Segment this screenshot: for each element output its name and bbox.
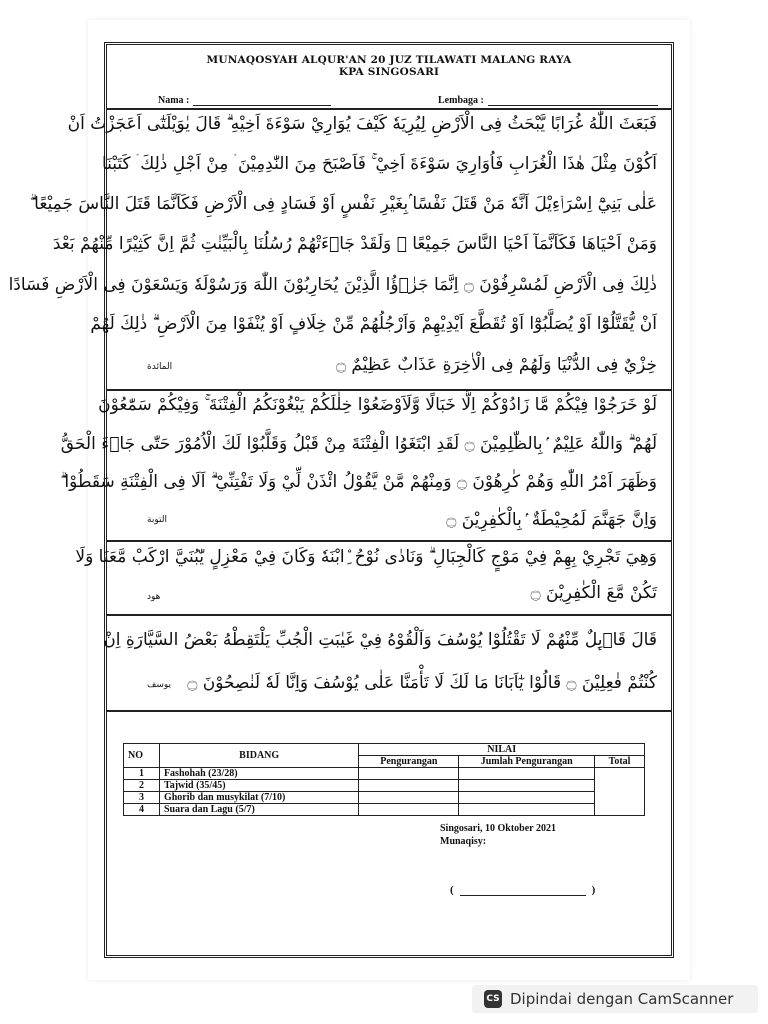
- nama-blank: [193, 105, 331, 106]
- row-bidang: Fashohah (23/28): [159, 768, 358, 780]
- sig-open-paren: (: [450, 884, 454, 896]
- verse-line: وَمَنْ اَحْيَاهَا فَكَاَنَّمَآ اَحْيَا النَّاسَ جَمِيْعًا ۗ وَلَقَدْ جَاۤءَتْهُمْ رُسُلُنَا بِالْبَيِّنٰتِ ثُمَّ اِنَّ كَثِيْرًا مِّنْهُمْ بَعْدَ: [52, 234, 657, 254]
- verse-line: وَظَهَرَ اَمْرُ اللّٰهِ وَهُمْ كٰرِهُوْنَ ۝ وَمِنْهُمْ مَّنْ يَّقُوْلُ ائْذَنْ لِّيْ وَلَا تَفْتِنِّيْ ۗ اَلَا فِى الْفِتْنَةِ سَقَطُوْا ۗ: [60, 472, 657, 492]
- surah-label: هود: [147, 592, 161, 602]
- verse-line: وَاِنَّ جَهَنَّمَ لَمُحِيْطَةٌ ۢبِالْكٰفِرِيْنَ ۝: [446, 510, 657, 530]
- verse-line: ذٰلِكَ فِى الْاَرْضِ لَمُسْرِفُوْنَ ۝ اِنَّمَا جَزٰۤؤُا الَّذِيْنَ يُحَارِبُوْنَ اللّٰهَ وَرَسُوْلَهٗ وَيَسْعَوْنَ فِى الْاَرْضِ فَسَادًا: [8, 275, 657, 295]
- exam-sheet: [8, 20, 690, 980]
- verse-line: خِزْيٌ فِى الدُّنْيَا وَلَهُمْ فِى الْاٰخِرَةِ عَذَابٌ عَظِيْمٌ ۝: [336, 355, 657, 375]
- score-table: [123, 743, 645, 816]
- col-header-jumlah: Jumlah Pengurangan: [459, 756, 595, 768]
- verse-line: اَكُوْنَ مِثْلَ هٰذَا الْغُرَابِ فَاُوَارِيَ سَوْءَةَ اَخِيْ ۚ فَاَصْبَحَ مِنَ النّٰدِمِيْنَ ۛ مِنْ اَجْلِ ذٰلِكَ ۛ كَتَبْنَا: [101, 154, 657, 174]
- row-pengurangan-cell: [359, 804, 459, 816]
- row-pengurangan-cell: [359, 768, 459, 780]
- row-jumlah-cell: [459, 792, 595, 804]
- row-jumlah-cell: [459, 768, 595, 780]
- row-no: 1: [124, 768, 160, 780]
- verse-line: لَوْ خَرَجُوْا فِيْكُمْ مَّا زَادُوْكُمْ اِلَّا خَبَالًا وَّلَاَوْضَعُوْا خِلٰلَكُمْ يَبْغُوْنَكُمُ الْفِتْنَةَ ۚ وَفِيْكُمْ سَمّٰعُوْنَ: [98, 395, 657, 415]
- place-date: Singosari, 10 Oktober 2021: [440, 823, 556, 834]
- camscanner-text: Dipindai dengan CamScanner: [510, 990, 734, 1008]
- total-cell: [595, 768, 645, 816]
- row-bidang: Tajwid (35/45): [159, 780, 358, 792]
- verse-section-yusuf: [103, 616, 671, 712]
- lembaga-field: [438, 95, 658, 106]
- sig-close-paren: ): [591, 884, 596, 896]
- row-no: 3: [124, 792, 160, 804]
- row-bidang: Suara dan Lagu (5/7): [159, 804, 358, 816]
- surah-label: المائدة: [147, 362, 173, 372]
- table-row: [124, 804, 645, 816]
- table-row: [124, 792, 645, 804]
- nama-field: [158, 95, 331, 106]
- camscanner-icon: CS: [484, 990, 502, 1008]
- camscanner-watermark: [472, 985, 758, 1013]
- lembaga-blank: [488, 105, 658, 106]
- col-header-pengurangan: Pengurangan: [359, 756, 459, 768]
- verse-section-almaidah: [8, 108, 671, 391]
- verse-line: عَلٰى بَنِيْٓ اِسْرَاۤءِيْلَ اَنَّهٗ مَنْ قَتَلَ نَفْسًا ۢبِغَيْرِ نَفْسٍ اَوْ فَسَادٍ فِى الْاَرْضِ فَكَاَنَّمَا قَتَلَ النَّاسَ جَمِيْعًا ۗ: [29, 194, 657, 214]
- verse-line: قَالَ قَاۤىِٕلٌ مِّنْهُمْ لَا تَقْتُلُوْا يُوْسُفَ وَاَلْقُوْهُ فِيْ غَيٰبَتِ الْجُبِّ يَلْتَقِطْهُ بَعْضُ السَّيَّارَةِ اِنْ: [103, 630, 657, 650]
- signature-blank: [460, 895, 586, 896]
- row-bidang: Ghorib dan musykilat (7/10): [159, 792, 358, 804]
- page-subtitle: KPA SINGOSARI: [338, 66, 440, 78]
- munaqisy-label: Munaqisy:: [440, 836, 487, 847]
- verse-line: وَهِيَ تَجْرِيْ بِهِمْ فِيْ مَوْجٍ كَالْجِبَالِ ۗ وَنَادٰى نُوْحُ ِۨابْنَهٗ وَكَانَ فِيْ مَعْزِلٍ يّٰبُنَيَّ ارْكَبْ مَّعَنَا وَلَا: [75, 547, 657, 567]
- surah-label: التوبة: [147, 515, 167, 525]
- nama-label: Nama :: [158, 95, 190, 106]
- col-header-total: Total: [595, 756, 645, 768]
- col-header-bidang: BIDANG: [159, 744, 358, 768]
- lembaga-label: Lembaga :: [438, 95, 484, 106]
- verse-section-hud: [75, 542, 671, 616]
- verse-line: فَبَعَثَ اللّٰهُ غُرَابًا يَّبْحَثُ فِى الْاَرْضِ لِيُرِيَهٗ كَيْفَ يُوَارِيْ سَوْءَةَ اَخِيْهِ ۗ قَالَ يٰوَيْلَتٰٓى اَعَجَزْتُ اَنْ: [67, 114, 657, 134]
- page-title: MUNAQOSYAH ALQUR'AN 20 JUZ TILAWATI MALANG RAYA: [206, 54, 572, 66]
- col-header-nilai: NILAI: [359, 744, 645, 756]
- verse-line: اَنْ يُّقَتَّلُوْٓا اَوْ يُصَلَّبُوْٓا اَوْ تُقَطَّعَ اَيْدِيْهِمْ وَاَرْجُلُهُمْ مِّنْ خِلَافٍ اَوْ يُنْفَوْا مِنَ الْاَرْضِ ۗ ذٰلِكَ لَهُمْ: [90, 314, 657, 334]
- row-jumlah-cell: [459, 804, 595, 816]
- row-no: 2: [124, 780, 160, 792]
- row-no: 4: [124, 804, 160, 816]
- verse-line: تَكُنْ مَّعَ الْكٰفِرِيْنَ ۝: [530, 583, 657, 603]
- row-pengurangan-cell: [359, 780, 459, 792]
- verse-section-attaubah: [60, 391, 671, 542]
- surah-label: يوسف: [147, 680, 172, 690]
- verse-line: كُنْتُمْ فٰعِلِيْنَ ۝ قَالُوْا يٰٓاَبَانَا مَا لَكَ لَا تَأْمَنَّا عَلٰى يُوْسُفَ وَاِنَّا لَهٗ لَنٰصِحُوْنَ ۝: [187, 673, 657, 693]
- row-jumlah-cell: [459, 780, 595, 792]
- table-row: [124, 780, 645, 792]
- signature-field: [450, 884, 595, 896]
- row-pengurangan-cell: [359, 792, 459, 804]
- col-header-no: NO: [124, 744, 160, 768]
- verse-line: لَهُمْ ۗ وَاللّٰهُ عَلِيْمٌ ۢبِالظّٰلِمِيْنَ ۝ لَقَدِ ابْتَغَوُا الْفِتْنَةَ مِنْ قَبْلُ وَقَلَّبُوْا لَكَ الْاُمُوْرَ حَتّٰى جَاۤءَ الْحَقُّ: [60, 434, 657, 454]
- table-row: [124, 768, 645, 780]
